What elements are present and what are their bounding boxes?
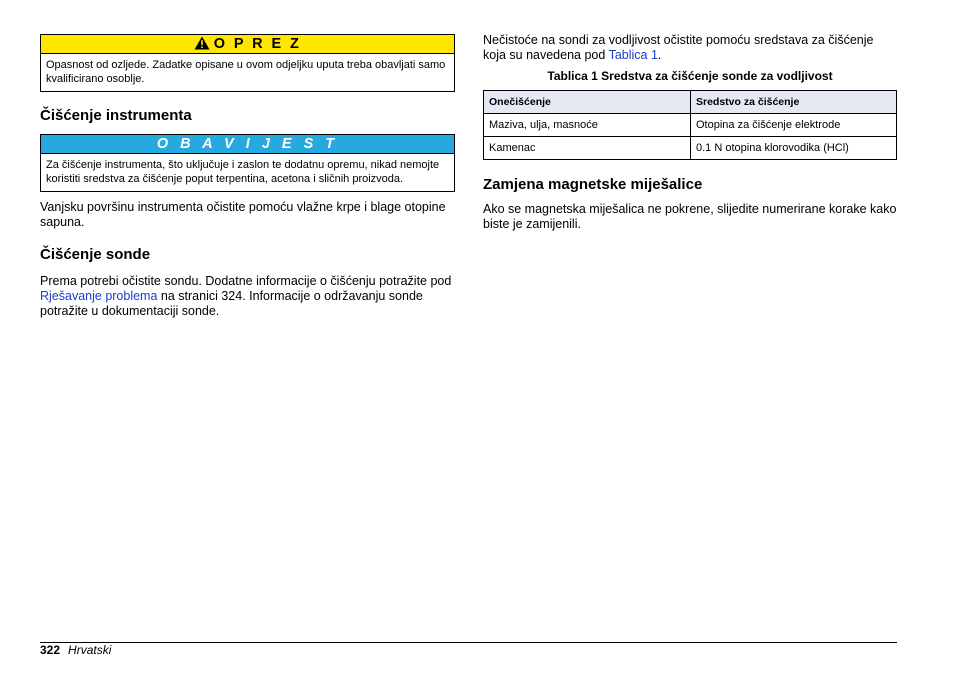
stirrer-replacement-text: Ako se magnetska miješalica ne pokrene, slijedite numerirane korake kako biste je zamijenili. <box>483 202 897 231</box>
table-cell: 0.1 N otopina klorovodika (HCl) <box>691 137 897 160</box>
section-heading-probe: Čišćenje sonde <box>40 246 151 263</box>
table-1-link[interactable]: Tablica 1 <box>608 48 658 62</box>
left-column <box>40 34 455 319</box>
probe-cleaning-text <box>40 274 455 319</box>
cleaning-agents-table <box>483 90 897 160</box>
intro-text-end: . <box>657 48 662 62</box>
page-number: 322 <box>40 643 61 657</box>
page-footer <box>40 643 111 658</box>
right-column <box>483 33 897 232</box>
caution-text: Opasnost od ozljede. Zadatke opisane u ovom odjeljku uputa treba obavljati samo kvalificirano osoblje. <box>46 59 446 85</box>
table-row <box>484 114 897 137</box>
caution-box <box>40 34 455 92</box>
table-header-agent: Sredstvo za čišćenje <box>691 91 897 114</box>
troubleshooting-link[interactable]: Rješavanje problema <box>40 289 158 303</box>
table-cell: Maziva, ulja, masnoće <box>484 114 691 137</box>
probe-text-start: Prema potrebi očistite sondu. Dodatne informacije o čišćenju potražite pod <box>40 274 452 288</box>
table-cell: Kamenac <box>484 137 691 160</box>
notice-box <box>40 134 455 192</box>
caution-header <box>41 35 454 54</box>
notice-text: Za čišćenje instrumenta, što uključuje i zaslon te dodatnu opremu, nikad nemojte koristiti sredstva za čišćenje poput terpentina, acetona i sličnih proizvoda. <box>46 159 440 185</box>
conductivity-intro-text <box>483 33 897 63</box>
table-cell: Otopina za čišćenje elektrode <box>691 114 897 137</box>
intro-text-start: Nečistoće na sondi za vodljivost očistite pomoću sredstava za čišćenje koja su navedena pod <box>483 33 874 62</box>
table-row <box>484 137 897 160</box>
table-header-contaminant: Onečišćenje <box>484 91 691 114</box>
section-heading-stirrer: Zamjena magnetske miješalice <box>483 176 703 193</box>
notice-title: O B A V I J E S T <box>41 135 454 154</box>
footer-divider <box>40 642 897 643</box>
table-header-row <box>484 91 897 114</box>
warning-triangle-icon <box>194 36 210 50</box>
probe-text-end: na stranici 324. Informacije o održavanju sonde potražite u dokumentaciji sonde. <box>40 289 423 318</box>
caution-title: O P R E Z <box>213 36 302 52</box>
instrument-cleaning-text: Vanjsku površinu instrumenta očistite pomoću vlažne krpe i blage otopine sapuna. <box>40 200 446 229</box>
footer-language: Hrvatski <box>68 643 112 657</box>
section-heading-instrument: Čišćenje instrumenta <box>40 107 192 124</box>
table-caption: Tablica 1 Sredstva za čišćenje sonde za vodljivost <box>547 69 833 83</box>
